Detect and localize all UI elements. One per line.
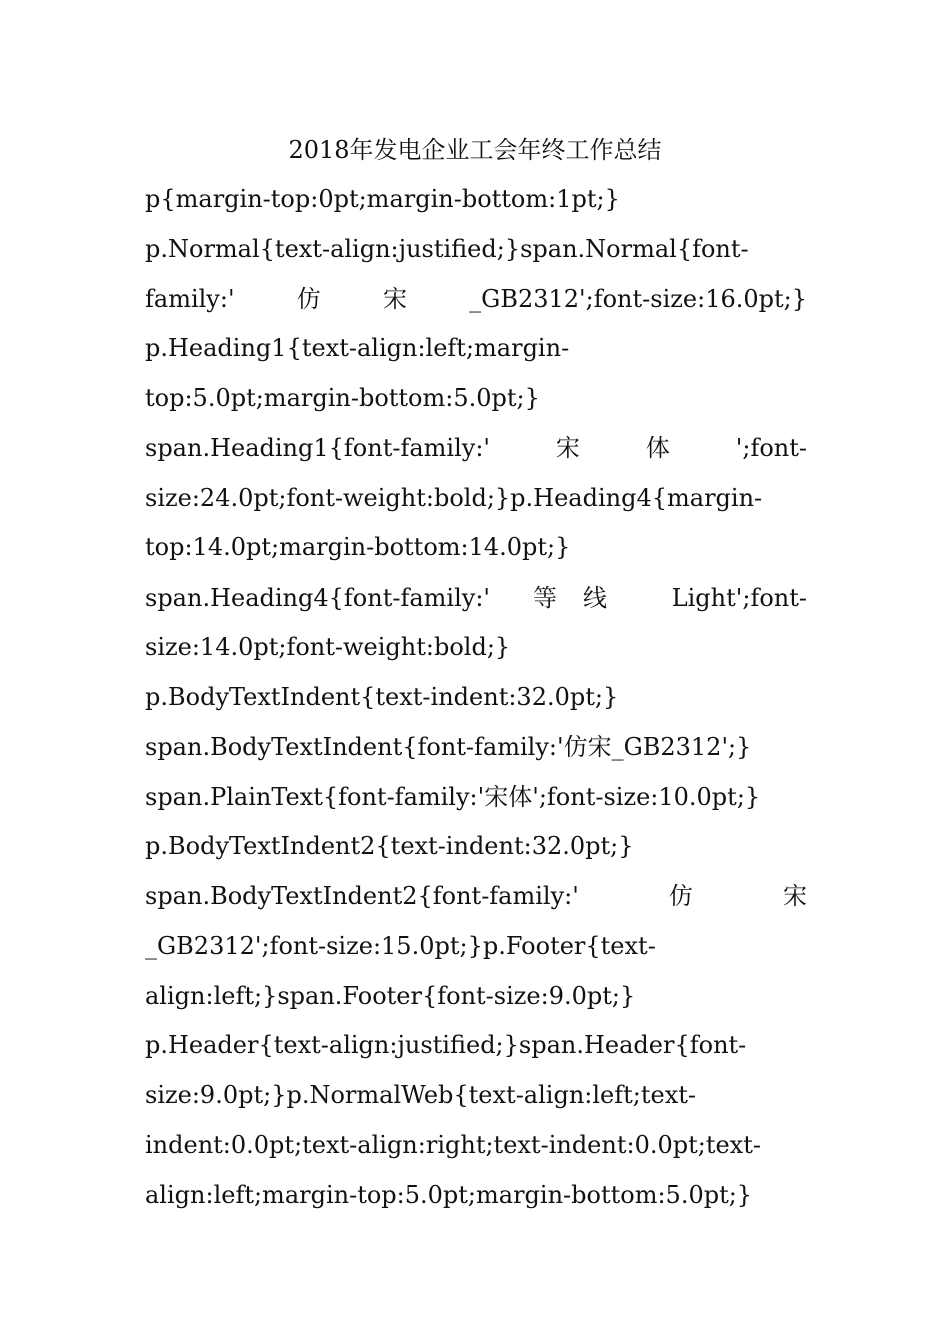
text-line: p.Header{text-align:justified;}span.Header{font- (145, 1031, 747, 1059)
text-fragment: span.BodyTextIndent2{font-family:' (145, 882, 579, 910)
text-line: indent:0.0pt;text-align:right;text-indent:0.0pt;text- (145, 1131, 761, 1159)
text-line: p.BodyTextIndent2{text-indent:32.0pt;} (145, 832, 634, 860)
text-line: align:left;}span.Footer{font-size:9.0pt;} (145, 982, 636, 1010)
text-line: top:14.0pt;margin-bottom:14.0pt;} (145, 533, 571, 561)
text-fragment: 仿 (668, 882, 693, 910)
text-line: align:left;margin-top:5.0pt;margin-bottom:5.0pt;} (145, 1181, 753, 1209)
text-line-heading4 (145, 576, 807, 620)
text-line: p.Heading1{text-align:left;margin- (145, 334, 570, 362)
text-fragment: span.Heading1{font-family:' (145, 434, 490, 462)
text-fragment: 宋 (382, 285, 407, 313)
text-line: size:24.0pt;font-weight:bold;}p.Heading4{margin- (145, 484, 763, 512)
text-line: p.BodyTextIndent{text-indent:32.0pt;} (145, 683, 619, 711)
text-fragment: 仿 (296, 285, 321, 313)
text-line: p{margin-top:0pt;margin-bottom:1pt;} (145, 185, 620, 213)
text-fragment: 体 (645, 434, 670, 462)
text-fragment: 宋 (783, 882, 807, 910)
document-title: 2018年发电企业工会年终工作总结 (288, 136, 662, 164)
text-fragment: 等 (533, 584, 557, 612)
text-fragment: _GB2312';font-size:16.0pt;} (469, 285, 807, 313)
text-fragment: ';font- (735, 434, 807, 462)
text-fragment: family:' (145, 285, 235, 313)
text-line-justified (145, 426, 807, 470)
text-line: p.Normal{text-align:justified;}span.Normal{font- (145, 235, 749, 263)
text-line: _GB2312';font-size:15.0pt;}p.Footer{text- (145, 932, 656, 960)
text-fragment: Light';font- (671, 584, 807, 612)
text-fragment: 线 (583, 584, 607, 612)
text-line: size:14.0pt;font-weight:bold;} (145, 633, 511, 661)
text-fragment: span.Heading4{font-family:' (145, 584, 490, 612)
text-line: top:5.0pt;margin-bottom:5.0pt;} (145, 384, 540, 412)
text-line: span.BodyTextIndent{font-family:'仿宋_GB2312';} (145, 733, 752, 761)
text-line: size:9.0pt;}p.NormalWeb{text-align:left;text- (145, 1081, 696, 1109)
text-fragment: 宋 (555, 434, 580, 462)
text-line: span.PlainText{font-family:'宋体';font-size:10.0pt;} (145, 783, 761, 811)
text-line-justified (145, 277, 807, 321)
text-line-justified (145, 874, 807, 918)
